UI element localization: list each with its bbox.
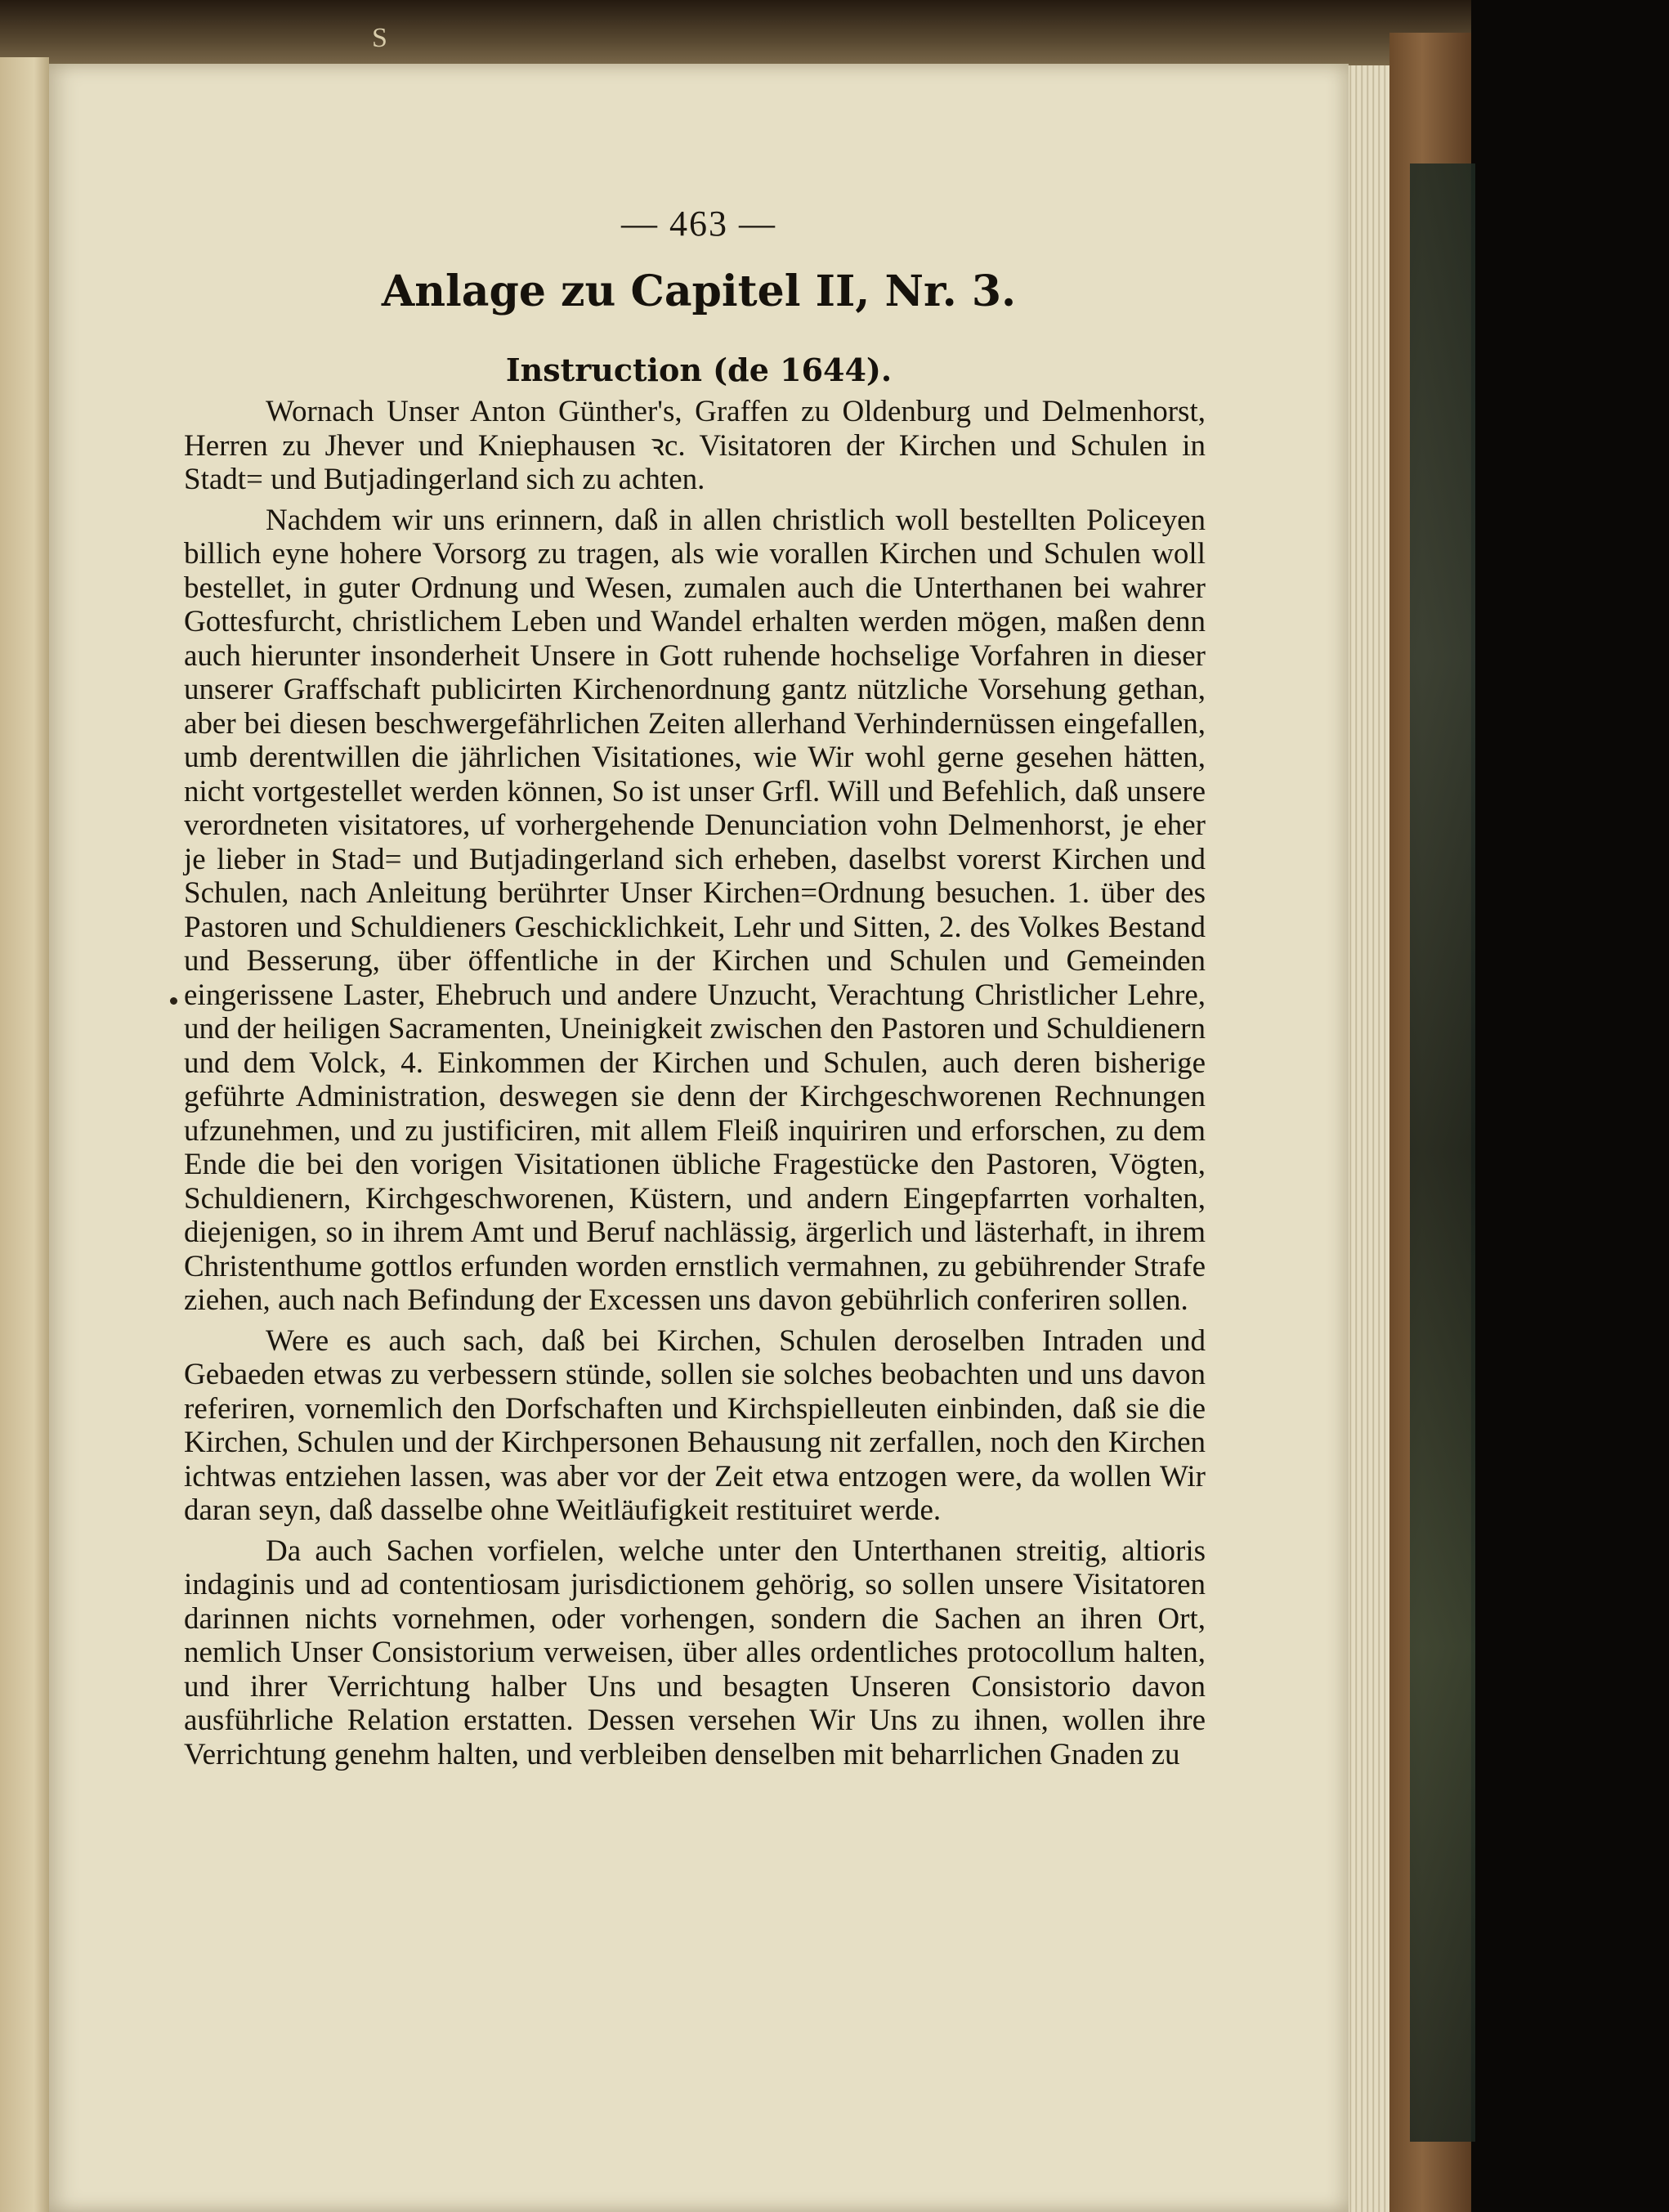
paragraph-3: Were es auch sach, daß bei Kirchen, Schulen deroselben Intraden und Gebaeden etwas zu verbessern stünde, sollen sie solches beobachten und uns davon referiren, vornemlich den Dorfschaften und Kirchspielleuten einbinden, daß sie die Kirchen, Schulen und der Kirchpersonen Behausung nit zerfallen, noch den Kirchen ichtwas entziehen lassen, was aber vor der Zeit etwa entzogen were, da wollen Wir daran seyn, daß dasselbe ohne Weitläufigkeit restituiret werde. bbox=[184, 1323, 1206, 1527]
paragraph-2: Nachdem wir uns erinnern, daß in allen christlich woll bestellten Policeyen billich eyne hohere Vorsorg zu tragen, als wie vorallen Kirchen und Schulen woll bestellet, in guter Ordnung und Wesen, zumalen auch die Unterthanen bei wahrer Gottesfurcht, christlichem Leben und Wandel erhalten werden mögen, maßen denn auch hierunter insonderheit Unsere in Gott ruhende hochselige Vorfahren in dieser unserer Graffschaft publicirten Kirchenordnung gantz nützliche Vorsehung gethan, aber bei diesen beschwergefährlichen Zeiten allerhand Verhindernüssen eingefallen, umb derentwillen die jährlichen Visitationes, wie Wir wohl gerne gesehen hätten, nicht vortgestellet werden können, So ist unser Grfl. Will und Befehlich, daß unsere verordneten visitatores, uf vorhergehende Denunciation vohn Delmenhorst, je eher je lieber in Stad= und Butjadingerland sich erheben, daselbst vorerst Kirchen und Schulen, nach Anleitung berührter Unser Kirchen=Ordnung besuchen. 1. über des Pastoren und Schuldieners Geschicklichkeit, Lehr und Sitten, 2. des Volkes Bestand und Besserung, über öffentliche in der Kirchen und Schulen und Gemeinden eingerissene Laster, Ehebruch und andere Unzucht, Verachtung Christlicher Lehre, und der heiligen Sacramenten, Uneinigkeit zwischen den Pastoren und Schuldienern und dem Volck, 4. Einkommen der Kirchen und Schulen, auch deren bisherige geführte Administration, deswegen sie denn der Kirchgeschworenen Rechnungen ufzunehmen, und zu justificiren, mit allem Fleiß inquiriren und erforschen, zu dem Ende die bei den vorigen Visitationen übliche Fragestücke den Pastoren, Vögten, Schuldienern, Kirchgeschworenen, Küstern, und andern Eingepfarrten vorhalten, diejenigen, so in ihrem Amt und Beruf nachlässig, ärgerlich und lästerhaft, in ihrem Christenthume gottlos erfunden worden ernstlich vermahnen, zu gebührender Strafe ziehen, auch nach Befindung der Excessen uns davon gebührlich conferiren sollen. bbox=[184, 503, 1206, 1317]
left-page-edge bbox=[0, 57, 49, 2212]
book-page bbox=[49, 64, 1349, 2212]
page-heading: Anlage zu Capitel II, Nr. 3. bbox=[381, 266, 1017, 316]
paragraph-1: Wornach Unser Anton Günther's, Graffen zu Oldenburg und Delmenhorst, Herren zu Jhever und Kniephausen ꝛc. Visitatoren der Kirchen und Schulen in Stadt= und Butjadingerland sich zu achten. bbox=[184, 395, 1206, 496]
margin-dot bbox=[170, 997, 177, 1005]
paragraph-4: Da auch Sachen vorfielen, welche unter den Unterthanen streitig, altioris indaginis und ad contentiosam jurisdictionem gehörig, so sollen unsere Visitatoren darinnen nichts vornehmen, oder vorhengen, sondern die Sachen an ihren Ort, nemlich Unser Consistorium verweisen, über alles ordentliches protocollum halten, und ihrer Verrichtung halber Uns und besagten Unseren Consistorio davon ausführliche Relation erstatten. Dessen versehen Wir Uns zu ihnen, wollen ihre Verrichtung genehm halten, und verbleiben denselben mit beharrlichen Gnaden zu bbox=[184, 1534, 1206, 1771]
body-text bbox=[184, 395, 1206, 1771]
marbled-cover bbox=[1410, 163, 1475, 2142]
page-number: — 463 — bbox=[621, 204, 776, 244]
page-subheading: Instruction (de 1644). bbox=[505, 352, 893, 388]
pencil-mark: S bbox=[372, 23, 387, 53]
